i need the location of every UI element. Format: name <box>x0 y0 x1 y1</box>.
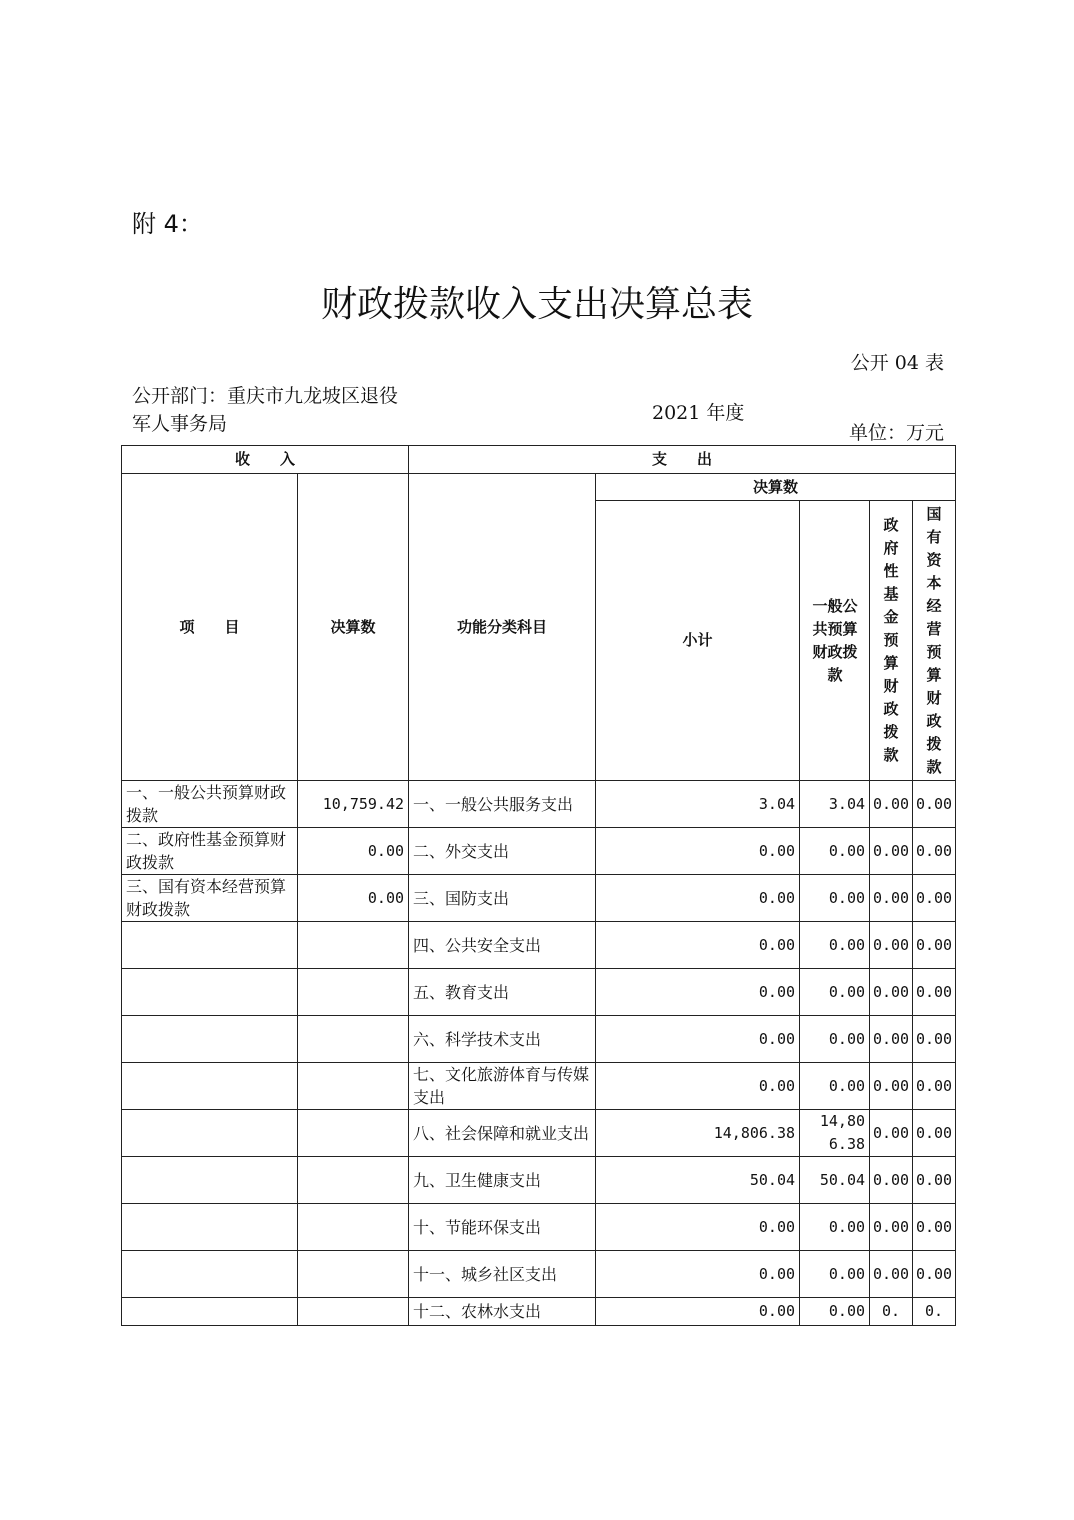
general-budget-cell: 0.00 <box>800 1016 870 1063</box>
gov-fund-cell: 0.00 <box>870 969 913 1016</box>
expense-item-cell: 六、科学技术支出 <box>409 1016 596 1063</box>
state-capital-cell: 0.00 <box>913 1016 956 1063</box>
expense-item-cell: 九、卫生健康支出 <box>409 1157 596 1204</box>
state-capital-cell: 0.00 <box>913 1110 956 1157</box>
income-item-cell <box>122 1204 298 1251</box>
general-budget-cell: 0.00 <box>800 922 870 969</box>
subtotal-cell: 0.00 <box>596 1298 800 1326</box>
income-item-cell <box>122 969 298 1016</box>
table-row <box>122 969 956 1016</box>
subtotal-cell: 0.00 <box>596 1204 800 1251</box>
table-row <box>122 1110 956 1157</box>
gov-fund-header: 政府性基金预算财政拨款 <box>870 501 913 781</box>
table-row <box>122 1204 956 1251</box>
gov-fund-cell: 0.00 <box>870 781 913 828</box>
item-header: 项 目 <box>122 474 298 781</box>
expense-item-cell: 十二、农林水支出 <box>409 1298 596 1326</box>
form-number: 公开 04 表 <box>850 352 944 374</box>
table-row <box>122 1063 956 1110</box>
subtotal-cell: 3.04 <box>596 781 800 828</box>
expense-item-cell: 十、节能环保支出 <box>409 1204 596 1251</box>
expense-item-cell: 三、国防支出 <box>409 875 596 922</box>
general-budget-cell: 0.00 <box>800 875 870 922</box>
table-row <box>122 1251 956 1298</box>
general-budget-cell: 0.00 <box>800 1251 870 1298</box>
general-budget-cell: 0.00 <box>800 1204 870 1251</box>
gov-fund-cell: 0.00 <box>870 1251 913 1298</box>
gov-fund-cell: 0.00 <box>870 1157 913 1204</box>
subtotal-cell: 0.00 <box>596 969 800 1016</box>
state-capital-cell: 0.00 <box>913 828 956 875</box>
expense-header: 支 出 <box>409 446 956 474</box>
table-row <box>122 1016 956 1063</box>
income-item-cell <box>122 1063 298 1110</box>
income-item-cell <box>122 1016 298 1063</box>
expense-item-cell: 四、公共安全支出 <box>409 922 596 969</box>
attachment-label: 附 4： <box>132 210 203 238</box>
expense-item-cell: 二、外交支出 <box>409 828 596 875</box>
income-amount-cell: 0.00 <box>298 875 409 922</box>
general-budget-cell: 50.04 <box>800 1157 870 1204</box>
final-accounts-header: 决算数 <box>596 474 956 501</box>
general-budget-cell: 3.04 <box>800 781 870 828</box>
function-category-header: 功能分类科目 <box>409 474 596 781</box>
table-row <box>122 875 956 922</box>
subtotal-cell: 0.00 <box>596 875 800 922</box>
gov-fund-cell: 0.00 <box>870 1063 913 1110</box>
income-amount-cell: 0.00 <box>298 828 409 875</box>
gov-fund-cell: 0.00 <box>870 1110 913 1157</box>
income-item-cell: 二、政府性基金预算财政拨款 <box>122 828 298 875</box>
expense-item-cell: 十一、城乡社区支出 <box>409 1251 596 1298</box>
income-item-cell <box>122 1298 298 1326</box>
state-capital-cell: 0.00 <box>913 969 956 1016</box>
income-amount-cell <box>298 1204 409 1251</box>
state-capital-cell: 0.00 <box>913 875 956 922</box>
accounts-table <box>121 445 956 1326</box>
subtotal-cell: 0.00 <box>596 922 800 969</box>
department-label: 公开部门：重庆市九龙坡区退役军人事务局 <box>132 385 399 435</box>
table-row <box>122 922 956 969</box>
general-budget-cell: 14,806.38 <box>800 1110 870 1157</box>
income-amount-cell <box>298 1063 409 1110</box>
income-amount-cell <box>298 1110 409 1157</box>
state-capital-header: 国有资本经营预算财政拨款 <box>913 501 956 781</box>
state-capital-cell: 0.00 <box>913 922 956 969</box>
subtotal-cell: 0.00 <box>596 1251 800 1298</box>
subtotal-cell: 0.00 <box>596 1063 800 1110</box>
expense-item-cell: 五、教育支出 <box>409 969 596 1016</box>
income-amount-cell: 10,759.42 <box>298 781 409 828</box>
income-amount-header: 决算数 <box>298 474 409 781</box>
gov-fund-cell: 0.00 <box>870 1204 913 1251</box>
income-amount-cell <box>298 1251 409 1298</box>
income-amount-cell <box>298 922 409 969</box>
gov-fund-cell: 0.00 <box>870 828 913 875</box>
income-item-cell <box>122 1110 298 1157</box>
state-capital-cell: 0.00 <box>913 1157 956 1204</box>
state-capital-cell: 0.00 <box>913 1204 956 1251</box>
expense-item-cell: 七、文化旅游体育与传媒支出 <box>409 1063 596 1110</box>
subtotal-cell: 50.04 <box>596 1157 800 1204</box>
state-capital-cell: 0. <box>913 1298 956 1326</box>
general-budget-cell: 0.00 <box>800 969 870 1016</box>
general-budget-cell: 0.00 <box>800 828 870 875</box>
table-row <box>122 781 956 828</box>
income-amount-cell <box>298 1016 409 1063</box>
subtotal-header: 小计 <box>596 501 800 781</box>
general-budget-header: 一般公共预算财政拨款 <box>800 501 870 781</box>
income-item-cell: 一、一般公共预算财政拨款 <box>122 781 298 828</box>
income-item-cell <box>122 1157 298 1204</box>
unit-label: 单位：万元 <box>848 422 944 444</box>
income-item-cell: 三、国有资本经营预算财政拨款 <box>122 875 298 922</box>
subtotal-cell: 14,806.38 <box>596 1110 800 1157</box>
page-title: 财政拨款收入支出决算总表 <box>320 284 753 325</box>
income-item-cell <box>122 1251 298 1298</box>
income-item-cell <box>122 922 298 969</box>
gov-fund-cell: 0.00 <box>870 922 913 969</box>
subtotal-cell: 0.00 <box>596 828 800 875</box>
expense-item-cell: 八、社会保障和就业支出 <box>409 1110 596 1157</box>
subtotal-cell: 0.00 <box>596 1016 800 1063</box>
expense-item-cell: 一、一般公共服务支出 <box>409 781 596 828</box>
gov-fund-cell: 0.00 <box>870 1016 913 1063</box>
income-amount-cell <box>298 969 409 1016</box>
table-row <box>122 1157 956 1204</box>
income-amount-cell <box>298 1157 409 1204</box>
income-header: 收 入 <box>122 446 409 474</box>
state-capital-cell: 0.00 <box>913 781 956 828</box>
state-capital-cell: 0.00 <box>913 1063 956 1110</box>
gov-fund-cell: 0.00 <box>870 875 913 922</box>
income-amount-cell <box>298 1298 409 1326</box>
table-row <box>122 1298 956 1326</box>
general-budget-cell: 0.00 <box>800 1298 870 1326</box>
gov-fund-cell: 0. <box>870 1298 913 1326</box>
table-row <box>122 828 956 875</box>
state-capital-cell: 0.00 <box>913 1251 956 1298</box>
general-budget-cell: 0.00 <box>800 1063 870 1110</box>
fiscal-year: 2021 年度 <box>652 402 745 424</box>
